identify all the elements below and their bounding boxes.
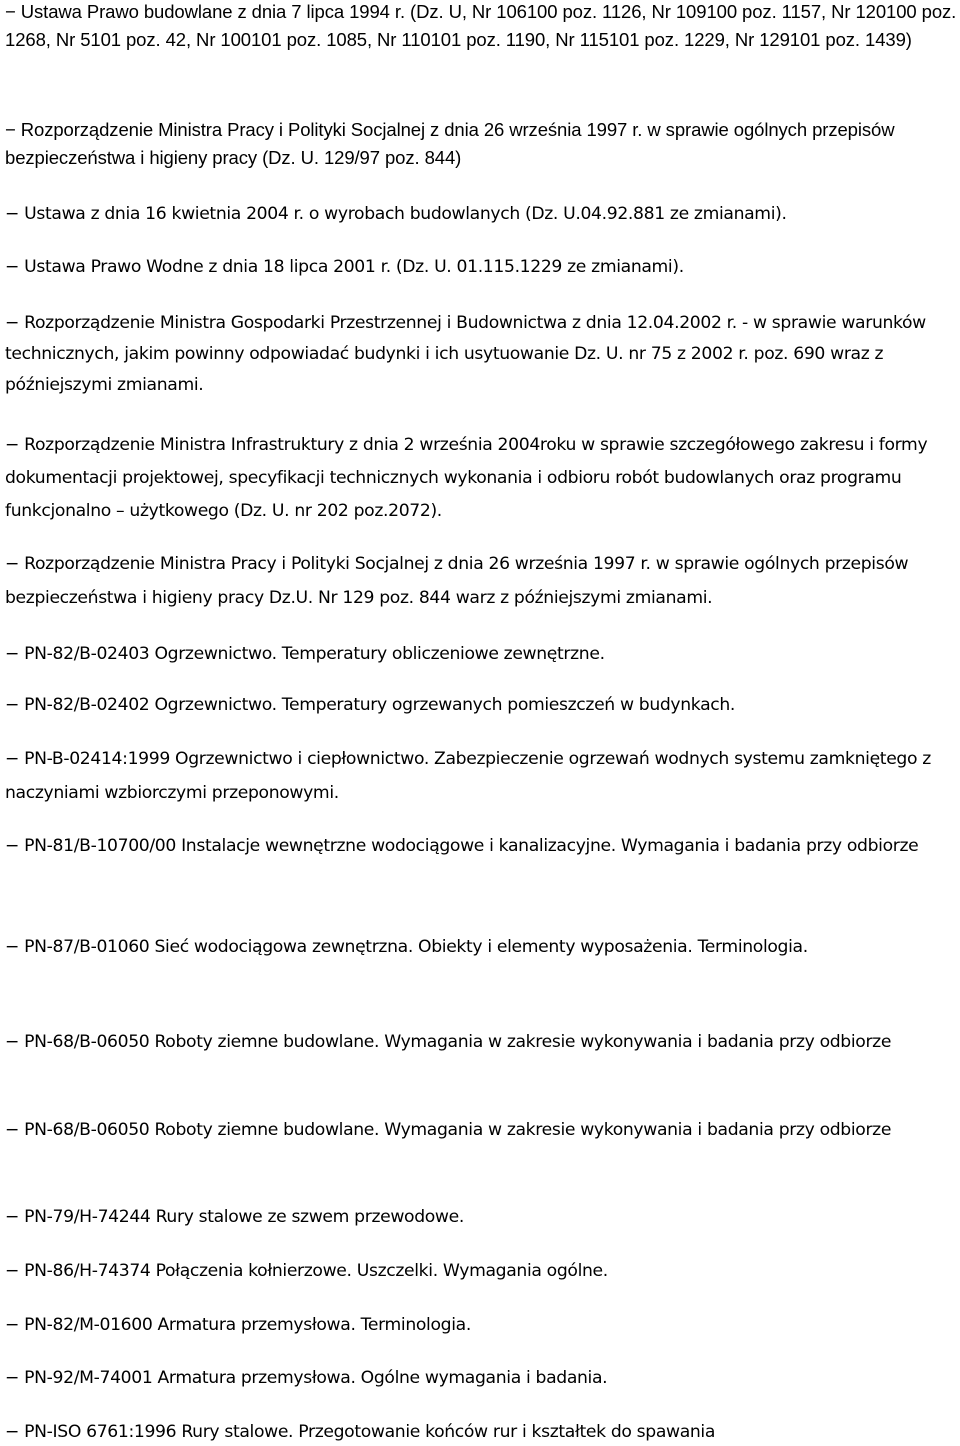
list-item: − Rozporządzenie Ministra Pracy i Polityki Socjalnej z dnia 26 września 1997 r. w sprawie ogólnych przepisów bezpieczeństwa i higieny pracy (Dz. U. 129/97 poz. 844) xyxy=(5,119,895,168)
list-item: − Ustawa Prawo budowlane z dnia 7 lipca 1994 r. (Dz. U, Nr 106100 poz. 1126, Nr 109100 poz. 1157, Nr 120100 poz. 1268, Nr 5101 poz. 42, Nr 100101 poz. 1085, Nr 110101 poz. 1190, Nr 115101 poz. 1229, Nr 129101 poz. 1439) xyxy=(5,1,957,50)
list-item: − Rozporządzenie Ministra Infrastruktury z dnia 2 września 2004roku w sprawie szczegółowego zakresu i formy dokumentacji projektowej, specyfikacji technicznych wykonania i odbioru robót budowlanych oraz programu funkcjonalno – użytkowego (Dz. U. nr 202 poz.2072). xyxy=(5,435,928,521)
list-item: − PN-68/B-06050 Roboty ziemne budowlane. Wymagania w zakresie wykonywania i badania przy odbiorze xyxy=(5,1120,892,1140)
list-item: − PN-86/H-74374 Połączenia kołnierzowe. Uszczelki. Wymagania ogólne. xyxy=(5,1261,608,1281)
list-item: − PN-79/H-74244 Rury stalowe ze szwem przewodowe. xyxy=(5,1207,464,1227)
list-item: − PN-82/B-02403 Ogrzewnictwo. Temperatury obliczeniowe zewnętrzne. xyxy=(5,644,605,664)
list-item: − Rozporządzenie Ministra Pracy i Polityki Socjalnej z dnia 26 września 1997 r. w sprawie ogólnych przepisów bezpieczeństwa i higieny pracy Dz.U. Nr 129 poz. 844 warz z późniejszymi zmianami. xyxy=(5,554,909,608)
list-item: − Ustawa Prawo Wodne z dnia 18 lipca 2001 r. (Dz. U. 01.115.1229 ze zmianami). xyxy=(5,257,684,277)
list-item: − PN-87/B-01060 Sieć wodociągowa zewnętrzna. Obiekty i elementy wyposażenia. Terminologia. xyxy=(5,937,808,957)
list-item: − PN-82/M-01600 Armatura przemysłowa. Terminologia. xyxy=(5,1315,471,1335)
list-item: − Ustawa z dnia 16 kwietnia 2004 r. o wyrobach budowlanych (Dz. U.04.92.881 ze zmianami). xyxy=(5,204,787,224)
list-item: − PN-82/B-02402 Ogrzewnictwo. Temperatury ogrzewanych pomieszczeń w budynkach. xyxy=(5,695,736,715)
list-item: − PN-92/M-74001 Armatura przemysłowa. Ogólne wymagania i badania. xyxy=(5,1368,608,1388)
list-item: − Rozporządzenie Ministra Gospodarki Przestrzennej i Budownictwa z dnia 12.04.2002 r. - w sprawie warunków technicznych, jakim powinny odpowiadać budynki i ich usytuowanie Dz. U. nr 75 z 2002 r. poz. 690 wraz z późniejszymi zmianami. xyxy=(5,313,926,395)
list-item: − PN-ISO 6761:1996 Rury stalowe. Przegotowanie końców rur i kształtek do spawania xyxy=(5,1422,716,1442)
list-item: − PN-68/B-06050 Roboty ziemne budowlane. Wymagania w zakresie wykonywania i badania przy odbiorze xyxy=(5,1032,892,1052)
list-item: − PN-81/B-10700/00 Instalacje wewnętrzne wodociągowe i kanalizacyjne. Wymagania i badania przy odbiorze xyxy=(5,836,919,856)
list-item: − PN-B-02414:1999 Ogrzewnictwo i ciepłownictwo. Zabezpieczenie ogrzewań wodnych systemu zamkniętego z naczyniami wzbiorczymi przeponowymi. xyxy=(5,749,931,803)
